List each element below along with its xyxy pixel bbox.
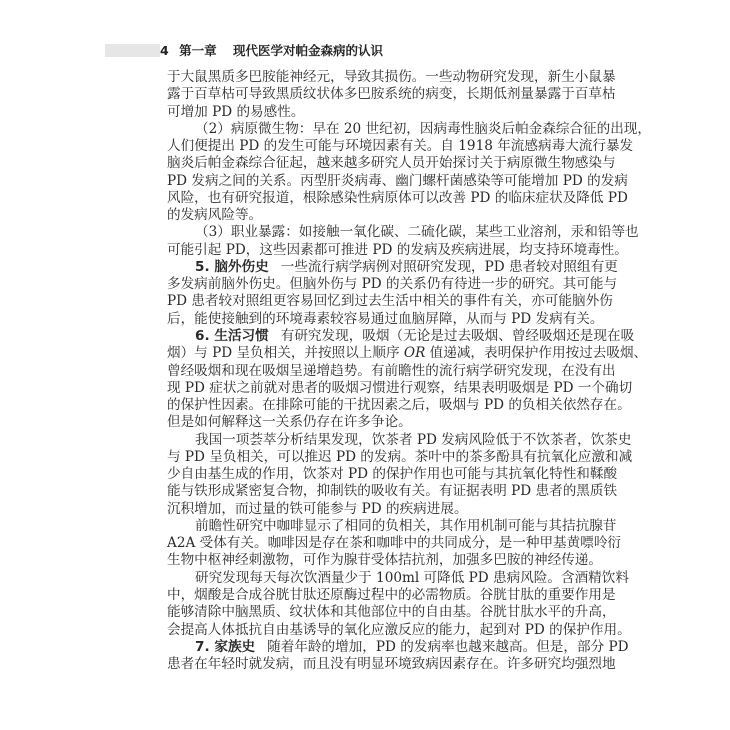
text-line <box>167 569 629 587</box>
text-line <box>167 517 617 535</box>
text-segment: 多发病前脑外伤史。但脑外伤与 PD 的关系仍有待进一步的研究。其可能与 <box>167 276 618 293</box>
running-header <box>160 41 383 59</box>
text-segment: 能够清除中脑黑质、纹状体和其他部位中的自由基。谷胱甘肽水平的升高， <box>167 604 616 621</box>
text-line <box>167 172 628 190</box>
text-segment: 沉积增加，而过量的铁可能参与 PD 的疾病进展。 <box>167 500 468 517</box>
text-segment: 烟）与 PD 呈负相关，并按照以上顺序 <box>167 345 404 362</box>
text-line <box>167 327 635 345</box>
text-segment: 人们便提出 PD 的发生可能与环境因素有关。自 1918 年流感病毒大流行暴发 <box>167 138 634 155</box>
text-line <box>167 379 633 397</box>
text-segment: 后，能使接触到的环境毒素较容易通过血脑屏障，从而与 PD 发病有关。 <box>167 310 604 327</box>
text-segment: 患者在年轻时就发病，而且没有明显环境致病因素存在。许多研究均强烈地 <box>167 656 616 673</box>
text-line <box>167 414 544 431</box>
text-segment: 现 PD 症状之前就对患者的吸烟习惯进行观察，结果表明吸烟是 PD 一个确切 <box>167 379 633 396</box>
text-segment: 的发病风险等。 <box>167 207 263 224</box>
text-line <box>167 310 604 328</box>
section-heading: 6. 生活习惯 <box>195 327 269 344</box>
text-line <box>167 104 544 121</box>
text-segment: 露于百草枯可导致黑质纹状体多巴胺系统的病变，长期低剂量暴露于百草枯 <box>167 86 616 103</box>
text-line <box>167 552 602 569</box>
text-segment: （3）职业暴露：如接触一氧化碳、二硫化碳，某些工业溶剂，汞和铅等也 <box>195 224 639 241</box>
text-line <box>167 69 616 86</box>
text-line <box>167 155 616 172</box>
chapter-label: 第一章 <box>179 43 217 58</box>
text-line <box>167 656 616 673</box>
text-segment: 会提高人体抵抗自由基诱导的氧化应激反应的能力，起到对 PD 的保护作用。 <box>167 621 631 638</box>
text-line <box>167 258 618 276</box>
text-line <box>167 224 639 241</box>
text-line <box>167 448 633 466</box>
text-segment: 随着年龄的增加，PD 的发病率也越来越高。但是，部分 PD <box>267 638 629 655</box>
text-line <box>167 466 618 483</box>
text-segment: 中，烟酸是合成谷胱甘肽还原酶过程中的必需物质。谷胱甘肽的重要作用是 <box>167 586 616 603</box>
text-segment: 值递减，表明保护作用按过去吸烟、 <box>425 345 648 362</box>
section-heading: 7. 家族史 <box>195 638 256 655</box>
text-segment: 曾经吸烟和现在吸烟呈递增趋势。有前瞻性的流行病学研究发现，在没有出 <box>167 362 616 379</box>
italic-term: OR <box>403 345 426 362</box>
text-segment: 有研究发现，吸烟（无论是过去吸烟、曾经吸烟还是现在吸 <box>280 327 635 344</box>
text-segment: 于大鼠黑质多巴胺能神经元，导致其损伤。一些动物研究发现，新生小鼠暴 <box>167 69 616 85</box>
text-segment: 脑炎后帕金森综合征起，越来越多研究人员开始探讨关于病原微生物感染与 <box>167 155 616 172</box>
text-line <box>167 638 629 656</box>
section-heading: 5. 脑外伤史 <box>195 258 269 275</box>
text-segment: 风险，也有研究报道，根除感染性病原体可以改善 PD 的临床症状及降低 PD <box>167 189 628 206</box>
text-segment: 研究发现每天每次饮酒量少于 100ml 可降低 PD 患病风险。含酒精饮料 <box>195 569 629 586</box>
text-segment: 我国一项荟萃分析结果发现，饮茶者 PD 发病风险低于不饮茶者，饮茶史 <box>195 431 632 448</box>
text-segment: 少自由基生成的作用，饮茶对 PD 的保护作用也可能与其抗氧化特性和鞣酸 <box>167 466 618 483</box>
text-line <box>167 431 632 449</box>
chapter-title: 现代医学对帕金森病的认识 <box>232 43 383 58</box>
text-line <box>167 535 622 552</box>
text-segment: 能与铁形成紧密复合物，抑制铁的吸收有关。有证据表明 PD 患者的黑质铁 <box>167 483 618 500</box>
page-number: 4 <box>160 43 169 58</box>
text-segment: 但是如何解释这一关系仍存在许多争论。 <box>167 414 412 431</box>
text-line <box>167 586 616 604</box>
header-decoration-bar <box>105 44 160 57</box>
text-segment: （2）病原微生物：早在 20 世纪初，因病毒性脑炎后帕金森综合征的出现， <box>195 120 651 137</box>
text-line <box>167 138 634 155</box>
text-line <box>167 207 544 224</box>
text-segment: 与 PD 呈负相关，可以推迟 PD 的发病。茶叶中的茶多酚具有抗氧化应激和减 <box>167 448 633 465</box>
text-segment: 生物中枢神经刺激物，可作为腺苷受体拮抗剂，加强多巴胺的神经传递。 <box>167 552 602 569</box>
text-line <box>167 362 616 380</box>
text-line <box>167 189 628 207</box>
text-line <box>167 293 613 310</box>
text-line <box>167 86 616 103</box>
text-line <box>167 397 631 414</box>
text-segment: 的保护性因素。在排除可能的干扰因素之后，吸烟与 PD 的负相关依然存在。 <box>167 397 631 414</box>
text-line <box>167 276 618 293</box>
text-line <box>167 483 618 500</box>
text-line <box>167 120 651 138</box>
text-line <box>167 621 631 639</box>
text-line <box>167 501 544 518</box>
text-segment: PD 发病之间的关系。丙型肝炎病毒、幽门螺杆菌感染等可能增加 PD 的发病 <box>167 172 628 189</box>
body-text <box>167 69 651 673</box>
text-line <box>167 241 628 259</box>
text-segment: 可增加 PD 的易感性。 <box>167 103 305 120</box>
text-line <box>167 345 648 362</box>
text-segment: 一些流行病学病例对照研究发现，PD 患者较对照组有更 <box>280 258 618 275</box>
text-segment: 可能引起 PD，这些因素都可推进 PD 的发病及疾病进展，均支持环境毒性。 <box>167 241 628 258</box>
text-segment: A2A 受体有关。咖啡因是存在茶和咖啡中的共同成分，是一种甲基黄嘌呤衍 <box>167 535 622 552</box>
text-line <box>167 604 616 621</box>
text-segment: 前瞻性研究中咖啡显示了相同的负相关，其作用机制可能与其拮抗腺苷 <box>195 517 617 534</box>
text-segment: PD 患者较对照组更容易回忆到过去生活中相关的事件有关，亦可能脑外伤 <box>167 293 613 310</box>
